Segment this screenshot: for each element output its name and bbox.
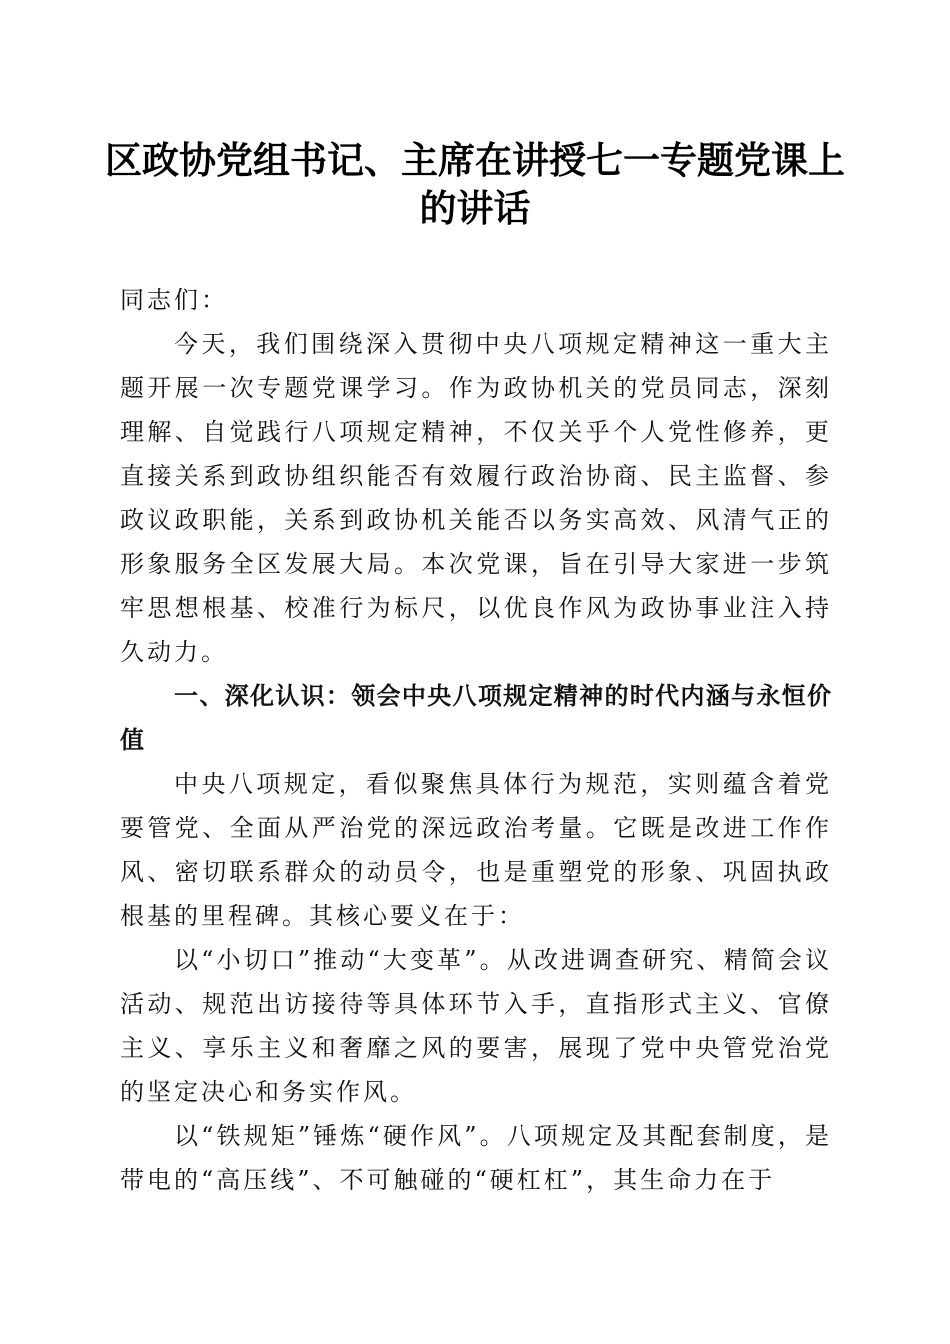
paragraph-point-2: 以“铁规矩”锤炼“硬作风”。八项规定及其配套制度，是带电的“高压线”、不可触碰的“硬杠杠”，其生命力在于	[120, 1122, 832, 1194]
document-body	[120, 278, 832, 1202]
section-heading-1: 一、深化认识：领会中央八项规定精神的时代内涵与永恒价值	[120, 682, 832, 754]
salutation: 同志们：	[120, 286, 228, 314]
document-title: 区政协党组书记、主席在讲授七一专题党课上的讲话	[105, 138, 845, 230]
paragraph-point-1: 以“小切口”推动“大变革”。从改进调查研究、精简会议活动、规范出访接待等具体环节入手，直指形式主义、官僚主义、享乐主义和奢靡之风的要害，展现了党中央管党治党的坚定决心和务实作风。	[120, 946, 832, 1106]
paragraph-section-1: 中央八项规定，看似聚焦具体行为规范，实则蕴含着党要管党、全面从严治党的深远政治考量。它既是改进工作作风、密切联系群众的动员令，也是重塑党的形象、巩固执政根基的里程碑。其核心要义在于：	[120, 770, 832, 930]
paragraph-intro: 今天，我们围绕深入贯彻中央八项规定精神这一重大主题开展一次专题党课学习。作为政协机关的党员同志，深刻理解、自觉践行八项规定精神，不仅关乎个人党性修养，更直接关系到政协组织能否有效履行政治协商、民主监督、参政议政职能，关系到政协机关能否以务实高效、风清气正的形象服务全区发展大局。本次党课，旨在引导大家进一步筑牢思想根基、校准行为标尺，以优良作风为政协事业注入持久动力。	[120, 330, 832, 666]
